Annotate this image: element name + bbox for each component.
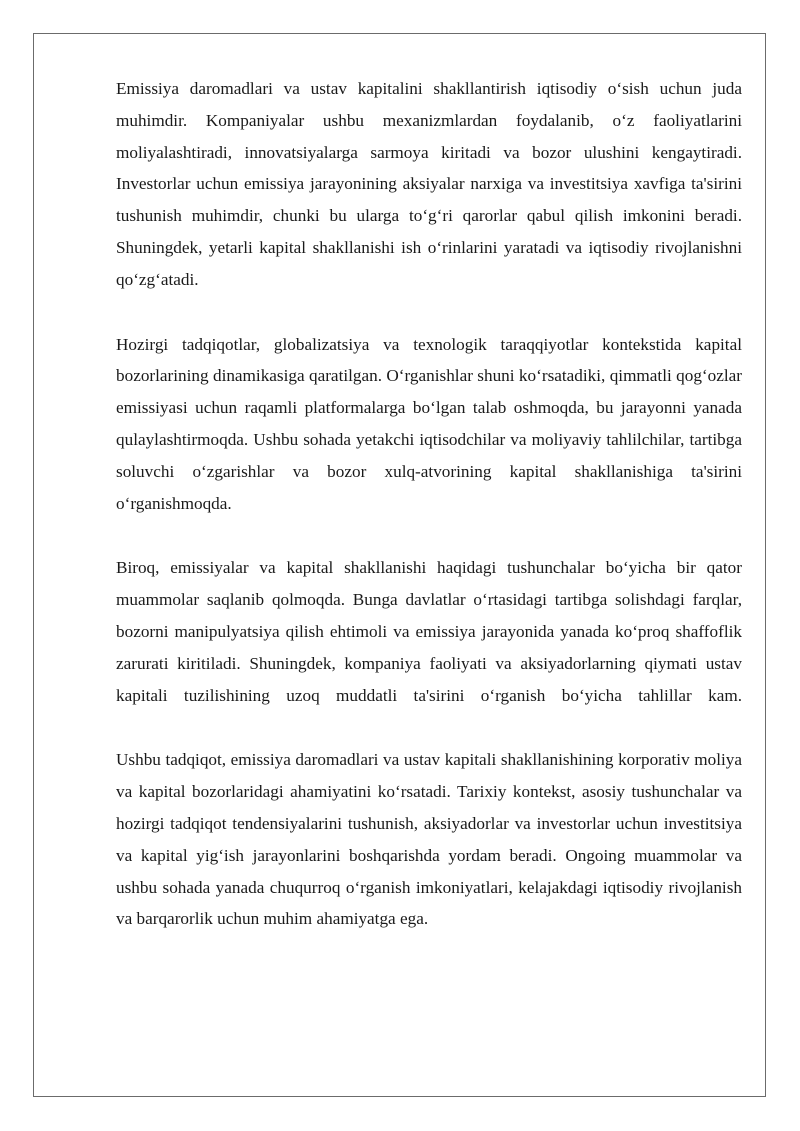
- paragraph-4: Ushbu tadqiqot, emissiya daromadlari va ustav kapitali shakllanishining korporativ moliya va kapital bozorlaridagi ahamiyatini ko‘rsatadi. Tarixiy kontekst, asosiy tushunchalar va hozirgi tadqiqot tendensiyalarini tushunish, aksiyadorlar va investorlar uchun investitsiya va kapital yig‘ish jarayonlarini boshqarishda yordam beradi. Ongoing muammolar va ushbu sohada yanada chuqurroq o‘rganish imkoniyatlari, kelajakdagi iqtisodiy rivojlanish va barqarorlik uchun muhim ahamiyatga ega.: [116, 750, 742, 929]
- paragraph-3: Biroq, emissiyalar va kapital shakllanishi haqidagi tushunchalar bo‘yicha bir qator muammolar saqlanib qolmoqda. Bunga davlatlar o‘rtasidagi tartibga solishdagi farqlar, bozorni manipulyatsiya qilish ehtimoli va emissiya jarayonida yanada ko‘proq shaffoflik zarurati kiritiladi. Shuningdek, kompaniya faoliyati va aksiyadorlarning qiymati ustav kapitali tuzilishining uzoq muddatli ta'sirini o‘rganish bo‘yicha tahlillar kam.: [116, 558, 742, 705]
- paragraph-2: Hozirgi tadqiqotlar, globalizatsiya va texnologik taraqqiyotlar kontekstida kapital bozorlarining dinamikasiga qaratilgan. O‘rganishlar shuni ko‘rsatadiki, qimmatli qog‘ozlar emissiyasi uchun raqamli platformalarga bo‘lgan talab oshmoqda, bu jarayonni yanada qulaylashtirmoqda. Ushbu sohada yetakchi iqtisodchilar va moliyaviy tahlilchilar, tartibga soluvchi o‘zgarishlar va bozor xulq-atvorining kapital shakllanishiga ta'sirini o‘rganishmoqda.: [116, 334, 742, 513]
- paragraph-1: Emissiya daromadlari va ustav kapitalini shakllantirish iqtisodiy o‘sish uchun juda muhimdir. Kompaniyalar ushbu mexanizmlardan foydalanib, o‘z faoliyatlarini moliyalashtiradi, innovatsiyalarga sarmoya kiritadi va bozor ulushini kengaytiradi. Investorlar uchun emissiya jarayonining aksiyalar narxiga va investitsiya xavfiga ta'sirini tushunish muhimdir, chunki bu ularga to‘g‘ri qarorlar qabul qilish imkonini beradi. Shuningdek, yetarli kapital shakllanishi ish o‘rinlarini yaratadi va iqtisodiy rivojlanishni qo‘zg‘atadi.: [116, 79, 742, 289]
- document-body: [116, 73, 742, 968]
